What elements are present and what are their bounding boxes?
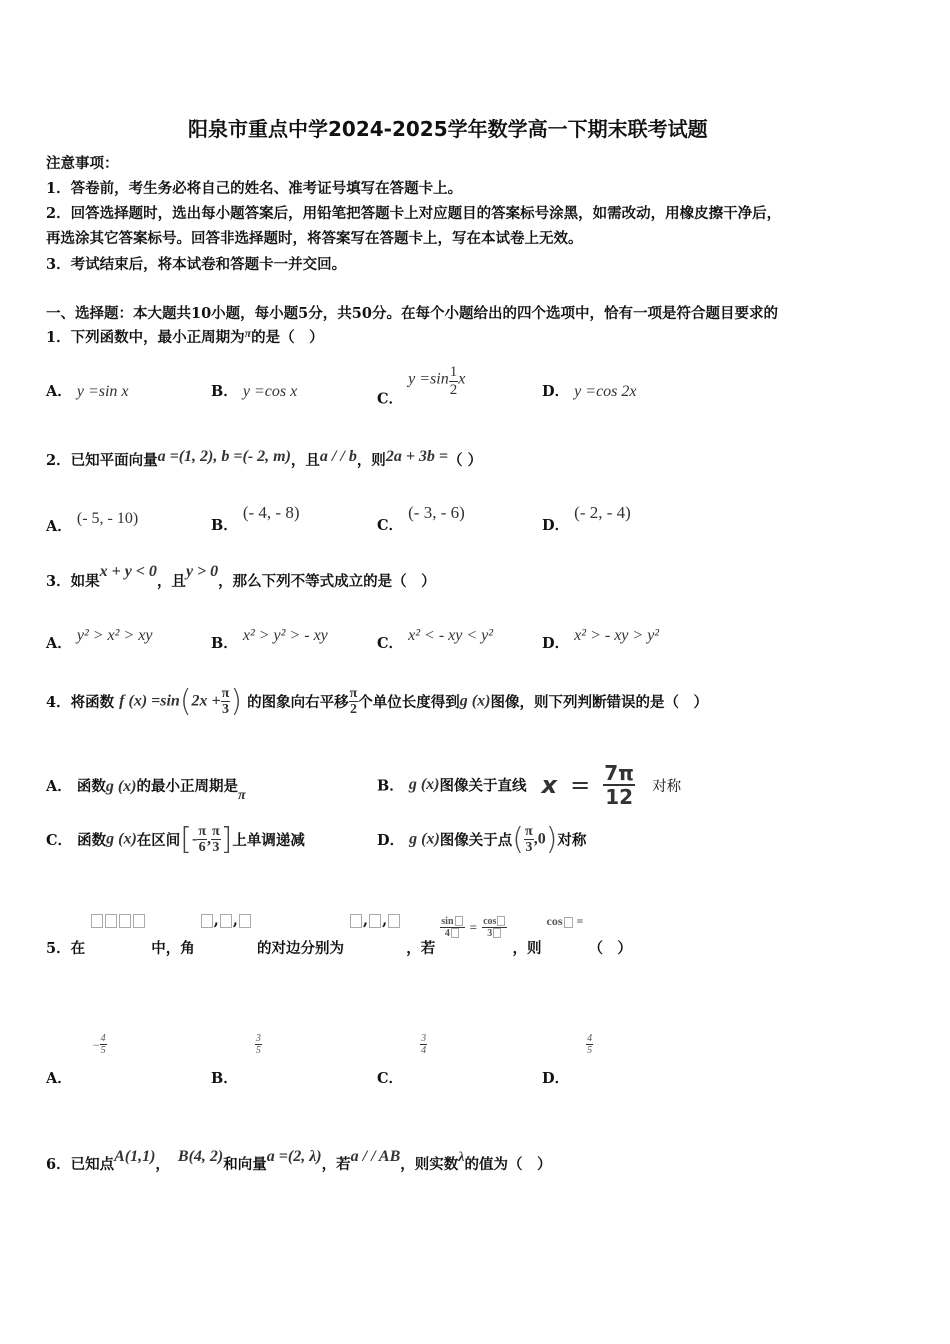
ratio-condition: $\frac{\sin}{4}$ = $\frac{\cos}{3}$: [440, 916, 507, 939]
q3-option-a[interactable]: A． y² > x² > xy: [46, 627, 153, 652]
q1-option-b[interactable]: B． y =cos x: [211, 383, 298, 400]
q1-option-d[interactable]: D． y =cos 2x: [542, 383, 637, 400]
question-4: 4．将函数 f (x) =sin(2x + $\frac{\pi}{3}$ ) 的图象向右平移 $\frac{\pi}{2}$ 个单位长度得到g (x)图像，则下列判断错误的是（ ）: [46, 684, 708, 719]
q1-option-a[interactable]: A． y =sin x: [46, 383, 129, 400]
q2-option-c[interactable]: C． (- 3, - 6): [377, 503, 465, 534]
question-6: 6．已知点A(1,1)， B(4, 2)和向量a =(2, λ)，若a / / AB，则实数λ的值为（ ）: [46, 1148, 552, 1173]
q3-option-c[interactable]: C． x² < - xy < y²: [377, 627, 494, 652]
q3-option-b[interactable]: B． x² > y² > - xy: [211, 627, 328, 652]
question-5: 5．在 中，角 , , 的对边分别为 , , ，若 $\frac{\sin}{4}$ = $\frac{\cos}{3}$ ，则 $^{cos =}$ （ ）: [46, 912, 632, 957]
q2-option-a[interactable]: A． (- 5, - 10): [46, 510, 139, 535]
notice-heading: 注意事项：: [46, 155, 119, 172]
notice-item: 再选涂其它答案标号。回答非选择题时，将答案写在答题卡上，写在本试卷上无效。: [46, 230, 583, 247]
q5-option-d[interactable]: D． $\frac{4}{5}$: [542, 1033, 593, 1087]
q1-option-c[interactable]: C． y =sin $\frac{1}{2}$ x: [377, 364, 466, 408]
placeholder-glyphs: [90, 912, 146, 929]
notice-item: 3．考试结束后，将本试卷和答题卡一并交回。: [46, 256, 347, 273]
q2-option-b[interactable]: B． (- 4, - 8): [211, 503, 300, 534]
question-1: 1．下列函数中，最小正周期为$^\pi$的是（ ）: [46, 326, 324, 346]
placeholder-glyphs: , ,: [200, 912, 252, 929]
notice-item: 2．回答选择题时，选出每小题答案后，用铅笔把答题卡上对应题目的答案标号涂黑，如需改动，用橡皮擦干净后，: [46, 205, 782, 222]
q5-option-b[interactable]: B． $\frac{3}{5}$: [211, 1033, 261, 1087]
question-2: 2．已知平面向量a =(1, 2), b =(- 2, m)，且a / / b，则2a + 3b =（ ）: [46, 448, 483, 469]
q4-option-d[interactable]: D． g (x)图像关于点( $\frac{\pi}{3}$ ,0)对称: [377, 822, 587, 857]
q5-option-a[interactable]: A． − $\frac{4}{5}$: [46, 1033, 106, 1087]
q3-option-d[interactable]: D． x² > - xy > y²: [542, 627, 660, 652]
q2-option-d[interactable]: D． (- 2, - 4): [542, 503, 631, 534]
page-title: 阳泉市重点中学2024-2025学年数学高一下期末联考试题: [188, 117, 708, 141]
section-heading: 一、选择题：本大题共10小题，每小题5分，共50分。在每个小题给出的四个选项中，恰有一项是符合题目要求的: [46, 305, 778, 322]
q4-option-c[interactable]: C． 函数g (x)在区间[- $\frac{\pi}{6}$ , $\frac{\pi}{3}$ ]上单调递减: [46, 822, 305, 857]
notice-item: 1．答卷前，考生务必将自己的姓名、准考证号填写在答题卡上。: [46, 180, 463, 197]
q5-option-c[interactable]: C． $\frac{3}{4}$: [377, 1033, 427, 1087]
q4-option-a[interactable]: A． 函数g (x)的最小正周期是π: [46, 778, 246, 803]
question-3: 3．如果x + y < 0，且y > 0，那么下列不等式成立的是（ ）: [46, 563, 436, 590]
q4-option-b[interactable]: B． g (x)图像关于直线 x = $\frac{7\pi}{12}$ 对称: [377, 761, 682, 809]
placeholder-glyphs: , ,: [349, 912, 401, 929]
